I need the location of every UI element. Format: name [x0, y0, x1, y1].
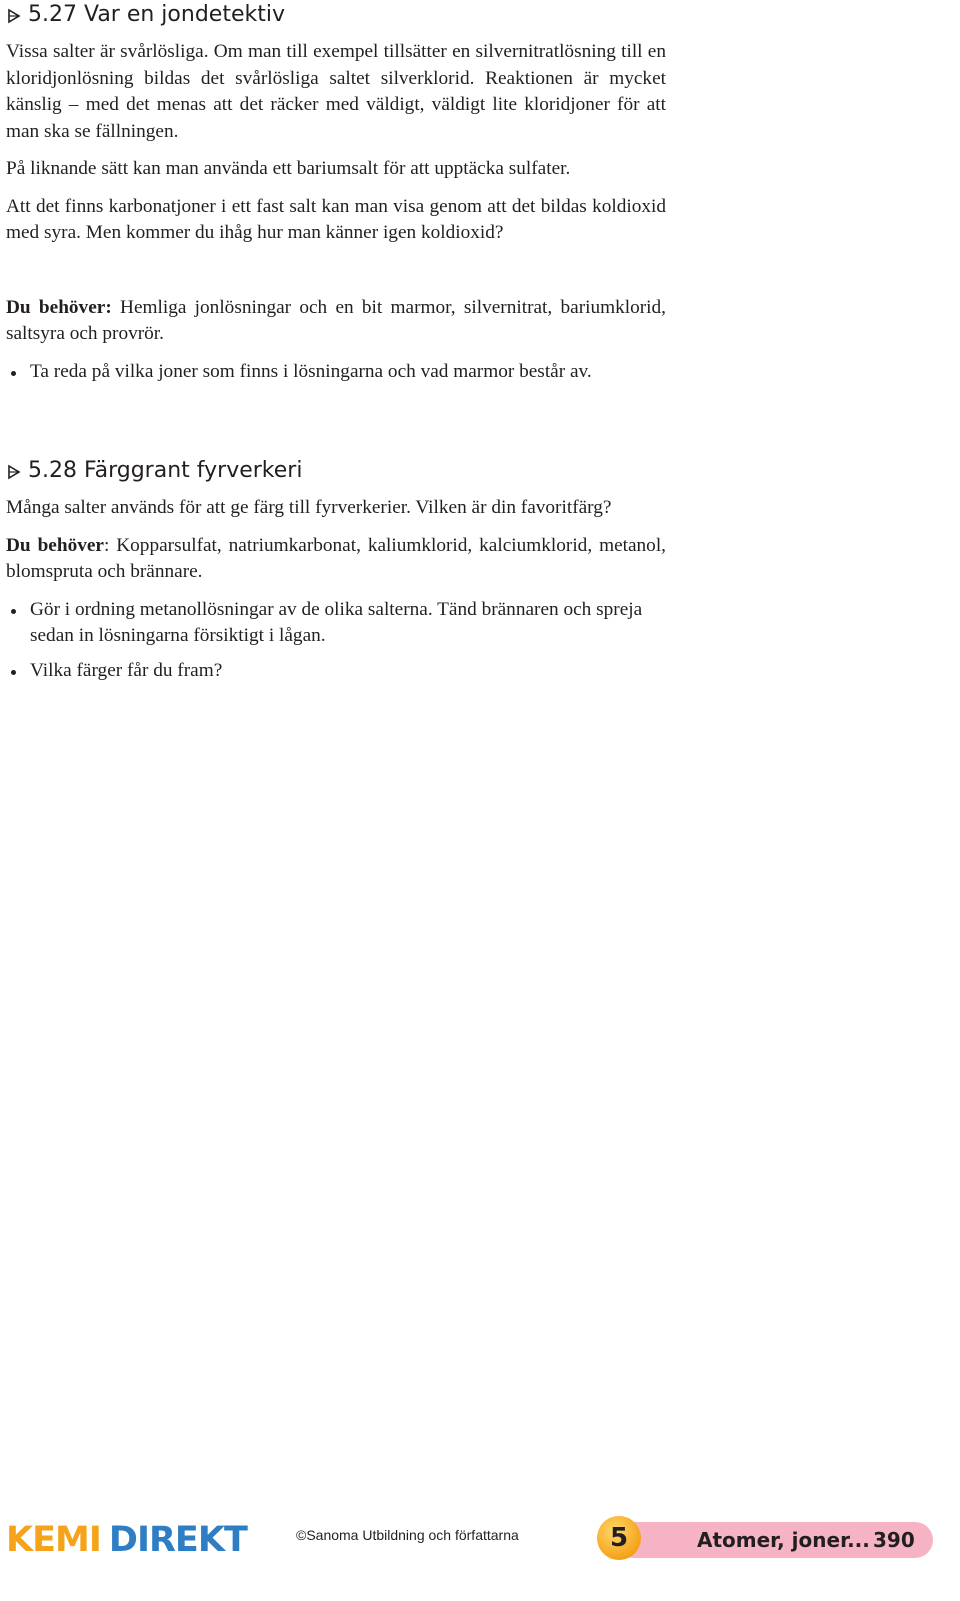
list-item [6, 597, 666, 650]
list-item [6, 359, 666, 386]
exercise-5-28 [6, 456, 666, 692]
logo-word-direkt: DIREKT [108, 1520, 247, 1560]
materials-text: Hemliga jonlösningar och en bit marmor, silvernitrat, bariumklorid, saltsyra och provrör. [6, 296, 666, 344]
list-item [6, 658, 666, 685]
copyright-notice: ©Sanoma Utbildning och författarna [296, 1527, 519, 1543]
paragraph: Vissa salter är svårlösliga. Om man till exempel tillsätter en silvernitratlösning till en kloridjonlösning bildas det svårlösliga saltet silverklorid. Reaktionen är mycket känslig – med det menas att det räcker med väldigt, väldigt lite kloridjoner för att man ska se fällningen. [6, 41, 666, 142]
section-heading-text: 5.27 Var en jondetektiv [28, 2, 285, 27]
bullet-icon [11, 609, 16, 614]
materials-text: : Kopparsulfat, natriumkarbonat, kaliumklorid, kalciumklorid, metanol, blomspruta och brännare. [6, 534, 666, 582]
section-heading [6, 0, 666, 30]
bullet-icon [11, 371, 16, 376]
triangle-arrow-icon [6, 464, 22, 480]
chapter-number-badge: 5 [597, 1516, 641, 1560]
paragraph: Många salter används för att ge färg till fyrverkerier. Vilken är din favoritfärg? [6, 497, 612, 518]
triangle-arrow-icon [6, 8, 22, 24]
bullet-icon [11, 670, 16, 675]
list-item-text: Ta reda på vilka joner som finns i lösningarna och vad marmor består av. [30, 360, 592, 382]
materials-label: Du behöver [6, 534, 104, 556]
exercise-5-27 [6, 0, 666, 393]
chapter-title: Atomer, joner... [697, 1528, 870, 1552]
page-footer [0, 1512, 960, 1572]
section-heading-text: 5.28 Färggrant fyrverkeri [28, 458, 303, 483]
materials-paragraph [6, 295, 666, 348]
list-item-text: Vilka färger får du fram? [30, 659, 223, 681]
list-item-text: Gör i ordning metanollösningar av de olika salterna. Tänd brännaren och spreja sedan in lösningarna försiktigt i lågan. [30, 598, 643, 646]
task-list [6, 597, 666, 685]
section-heading [6, 456, 666, 486]
kemi-direkt-logo [6, 1522, 247, 1558]
materials-paragraph [6, 533, 666, 586]
page-number: 390 [873, 1528, 915, 1552]
materials-label: Du behöver: [6, 296, 112, 318]
paragraph: Att det finns karbonatjoner i ett fast salt kan man visa genom att det bildas koldioxid med syra. Men kommer du ihåg hur man känner igen koldioxid? [6, 195, 666, 243]
logo-word-kemi: KEMI [6, 1520, 101, 1560]
paragraph: På liknande sätt kan man använda ett bariumsalt för att upptäcka sulfater. [6, 158, 571, 179]
task-list [6, 359, 666, 386]
